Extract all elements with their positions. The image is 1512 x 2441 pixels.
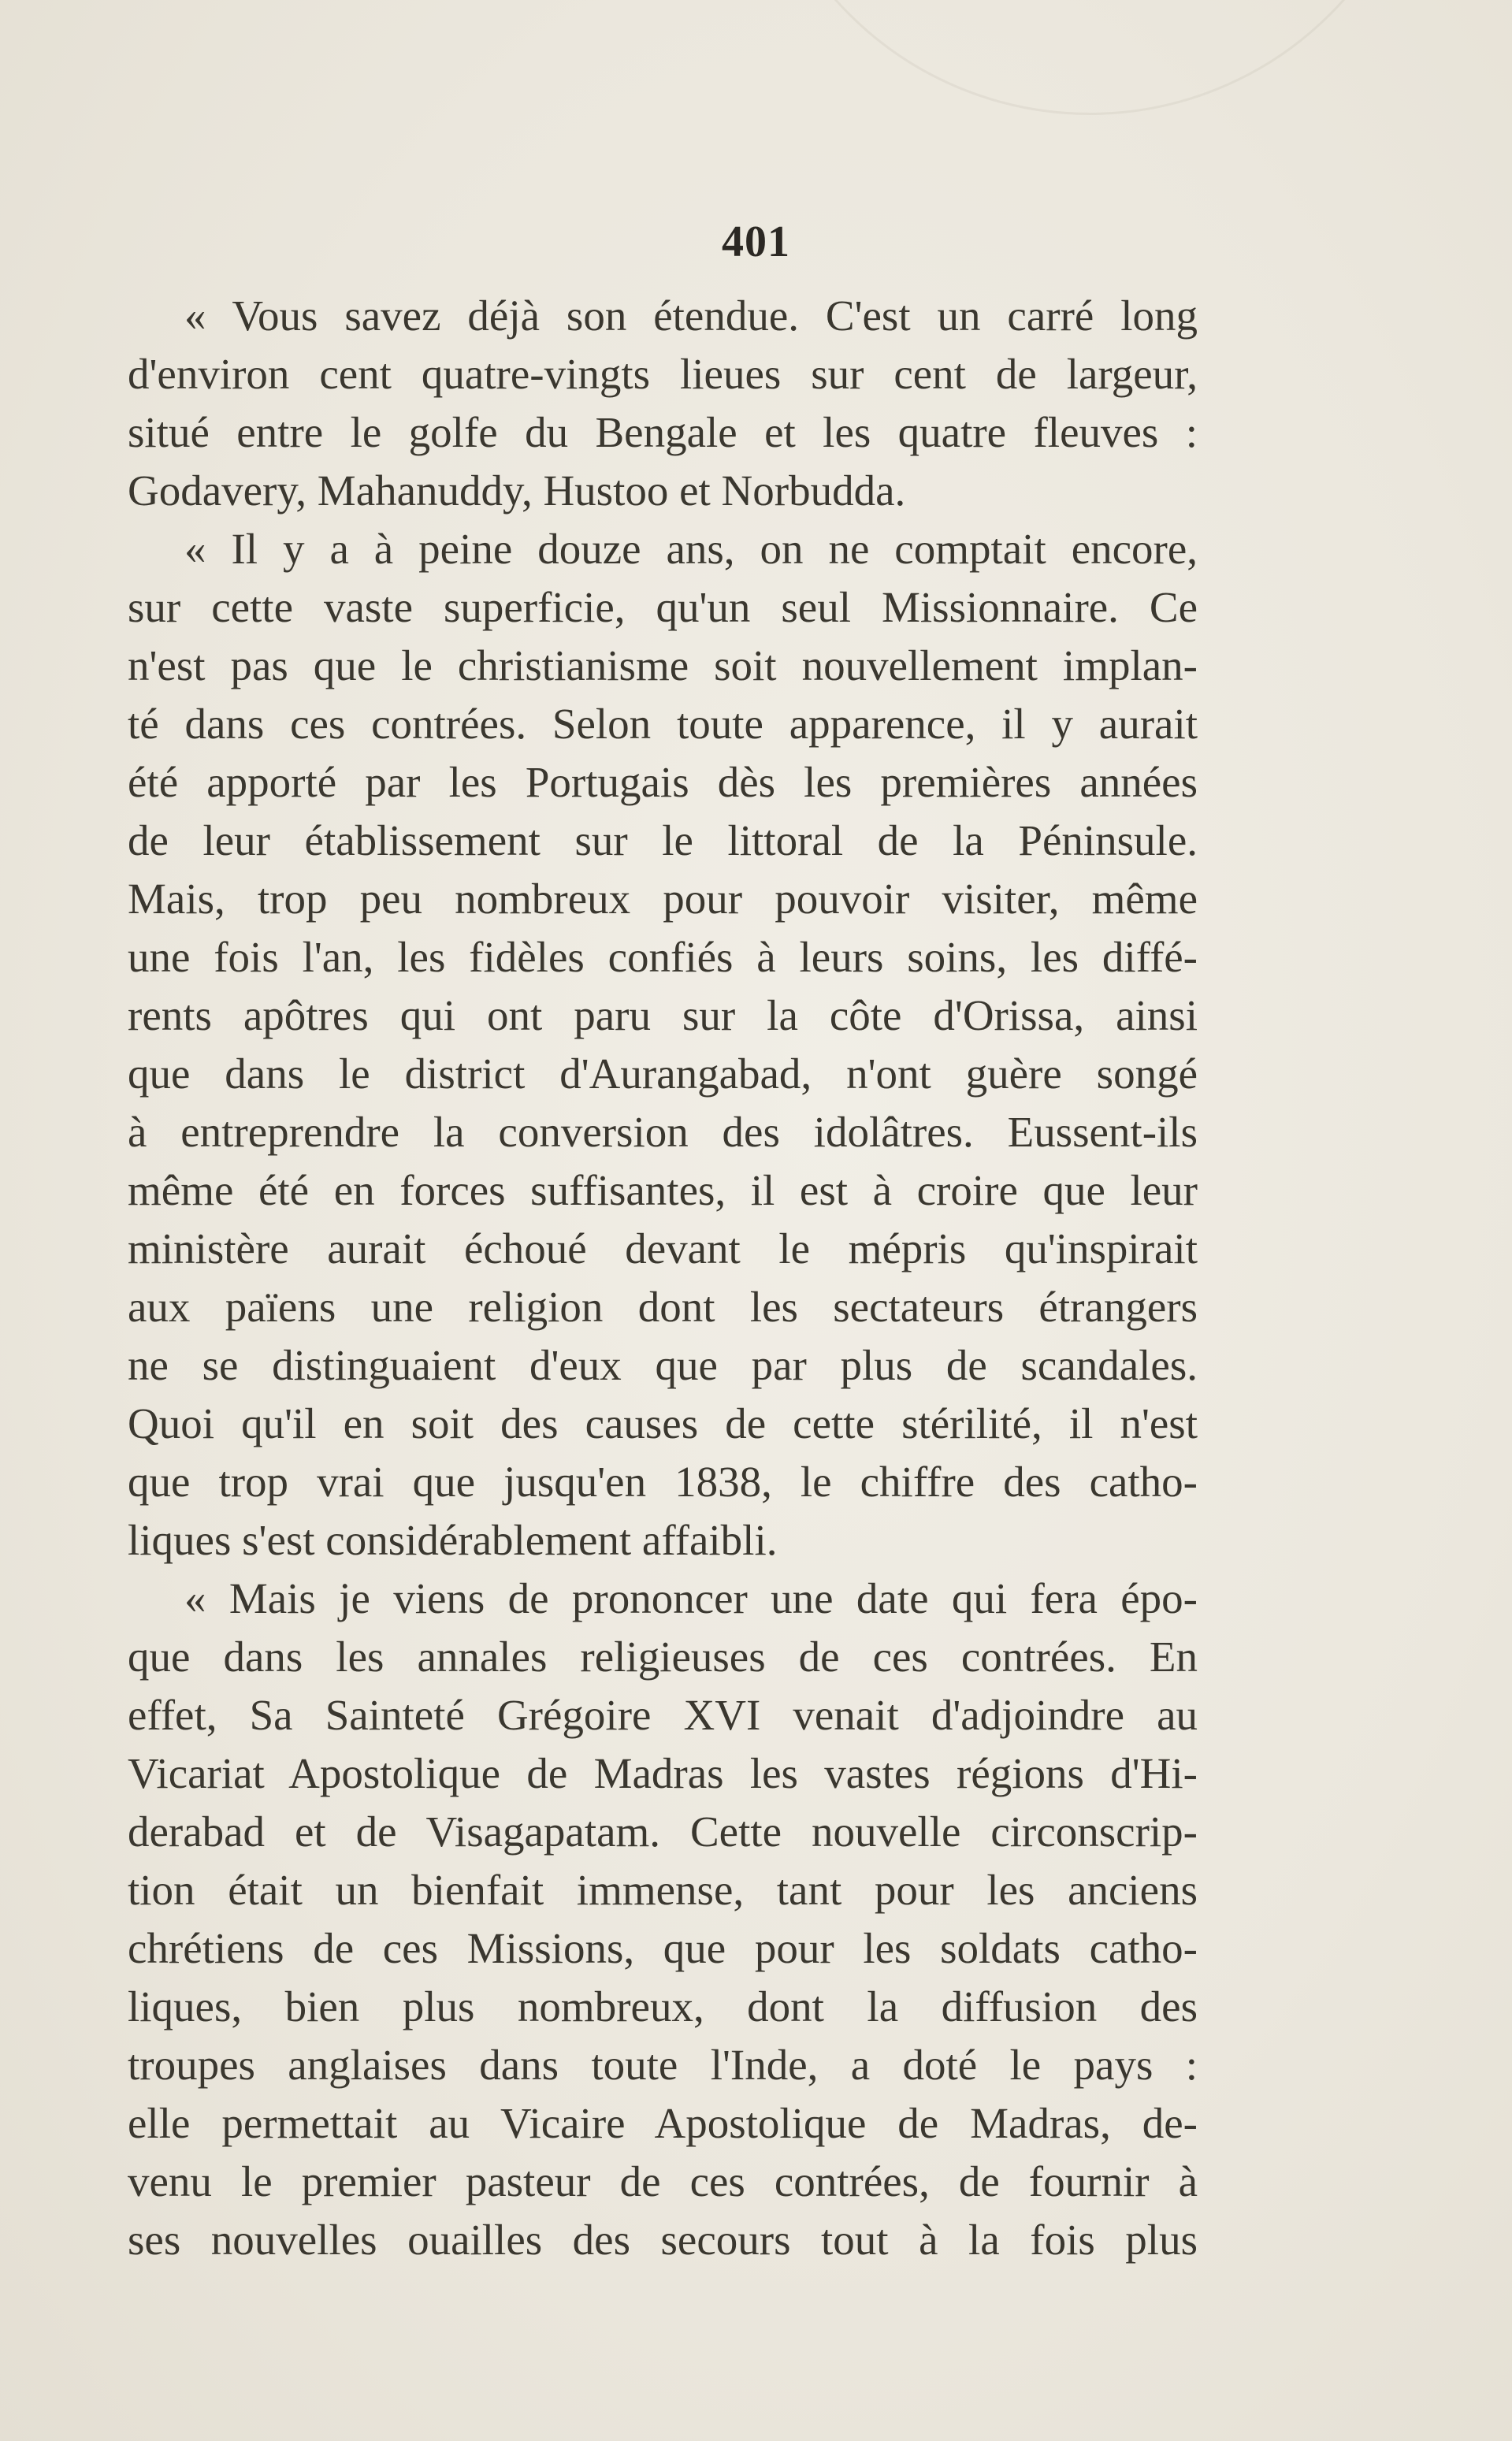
bleed-through-arc [749,0,1431,115]
text-line: derabad et de Visagapatam. Cette nouvelle circonscrip- [128,1808,1198,1856]
text-line: n'est pas que le christianisme soit nouvellement implan- [128,641,1198,689]
text-line: liques, bien plus nombreux, dont la diffusion des [128,1982,1198,2030]
text-line: Vicariat Apostolique de Madras les vastes régions d'Hi- [128,1749,1198,1797]
body-text [128,287,1198,2269]
text-line: rents apôtres qui ont paru sur la côte d'Orissa, ainsi [128,991,1198,1039]
text-line: une fois l'an, les fidèles confiés à leurs soins, les diffé- [128,933,1198,981]
text-line: troupes anglaises dans toute l'Inde, a doté le pays : [128,2041,1198,2089]
text-line: tion était un bienfait immense, tant pour les anciens [128,1866,1198,1914]
text-line: Quoi qu'il en soit des causes de cette stérilité, il n'est [128,1399,1198,1447]
text-line: effet, Sa Sainteté Grégoire XVI venait d'adjoindre au [128,1691,1198,1739]
text-line: « Mais je viens de prononcer une date qui fera épo- [184,1574,1198,1622]
text-line: ses nouvelles ouailles des secours tout à la fois plus [128,2216,1198,2264]
text-line: chrétiens de ces Missions, que pour les soldats catho- [128,1924,1198,1972]
text-line: ministère aurait échoué devant le mépris qu'inspirait [128,1224,1198,1273]
text-line: Mais, trop peu nombreux pour pouvoir visiter, même [128,875,1198,923]
text-line: aux païens une religion dont les sectateurs étrangers [128,1283,1198,1331]
text-line: que trop vrai que jusqu'en 1838, le chiffre des catho- [128,1458,1198,1506]
text-line: « Il y a à peine douze ans, on ne comptait encore, [184,525,1198,573]
text-line: que dans les annales religieuses de ces contrées. En [128,1633,1198,1681]
text-line: que dans le district d'Aurangabad, n'ont guère songé [128,1050,1198,1098]
text-line: elle permettait au Vicaire Apostolique de Madras, de- [128,2099,1198,2147]
text-line: même été en forces suffisantes, il est à croire que leur [128,1166,1198,1214]
text-line: liques s'est considérablement affaibli. [128,1516,778,1564]
text-line: été apporté par les Portugais dès les premières années [128,758,1198,806]
text-line: « Vous savez déjà son étendue. C'est un carré long [184,292,1198,340]
text-line: té dans ces contrées. Selon toute apparence, il y aurait [128,700,1198,748]
text-line: à entreprendre la conversion des idolâtres. Eussent-ils [128,1108,1198,1156]
text-line: d'environ cent quatre-vingts lieues sur cent de largeur, [128,350,1198,398]
page-number: 401 [722,217,790,266]
text-line: Godavery, Mahanuddy, Hustoo et Norbudda. [128,466,906,515]
text-line: situé entre le golfe du Bengale et les quatre fleuves : [128,408,1198,456]
text-line: sur cette vaste superficie, qu'un seul Missionnaire. Ce [128,583,1198,631]
text-line: de leur établissement sur le littoral de la Péninsule. [128,816,1198,864]
text-line: venu le premier pasteur de ces contrées, de fournir à [128,2157,1198,2205]
text-line: ne se distinguaient d'eux que par plus de scandales. [128,1341,1198,1389]
